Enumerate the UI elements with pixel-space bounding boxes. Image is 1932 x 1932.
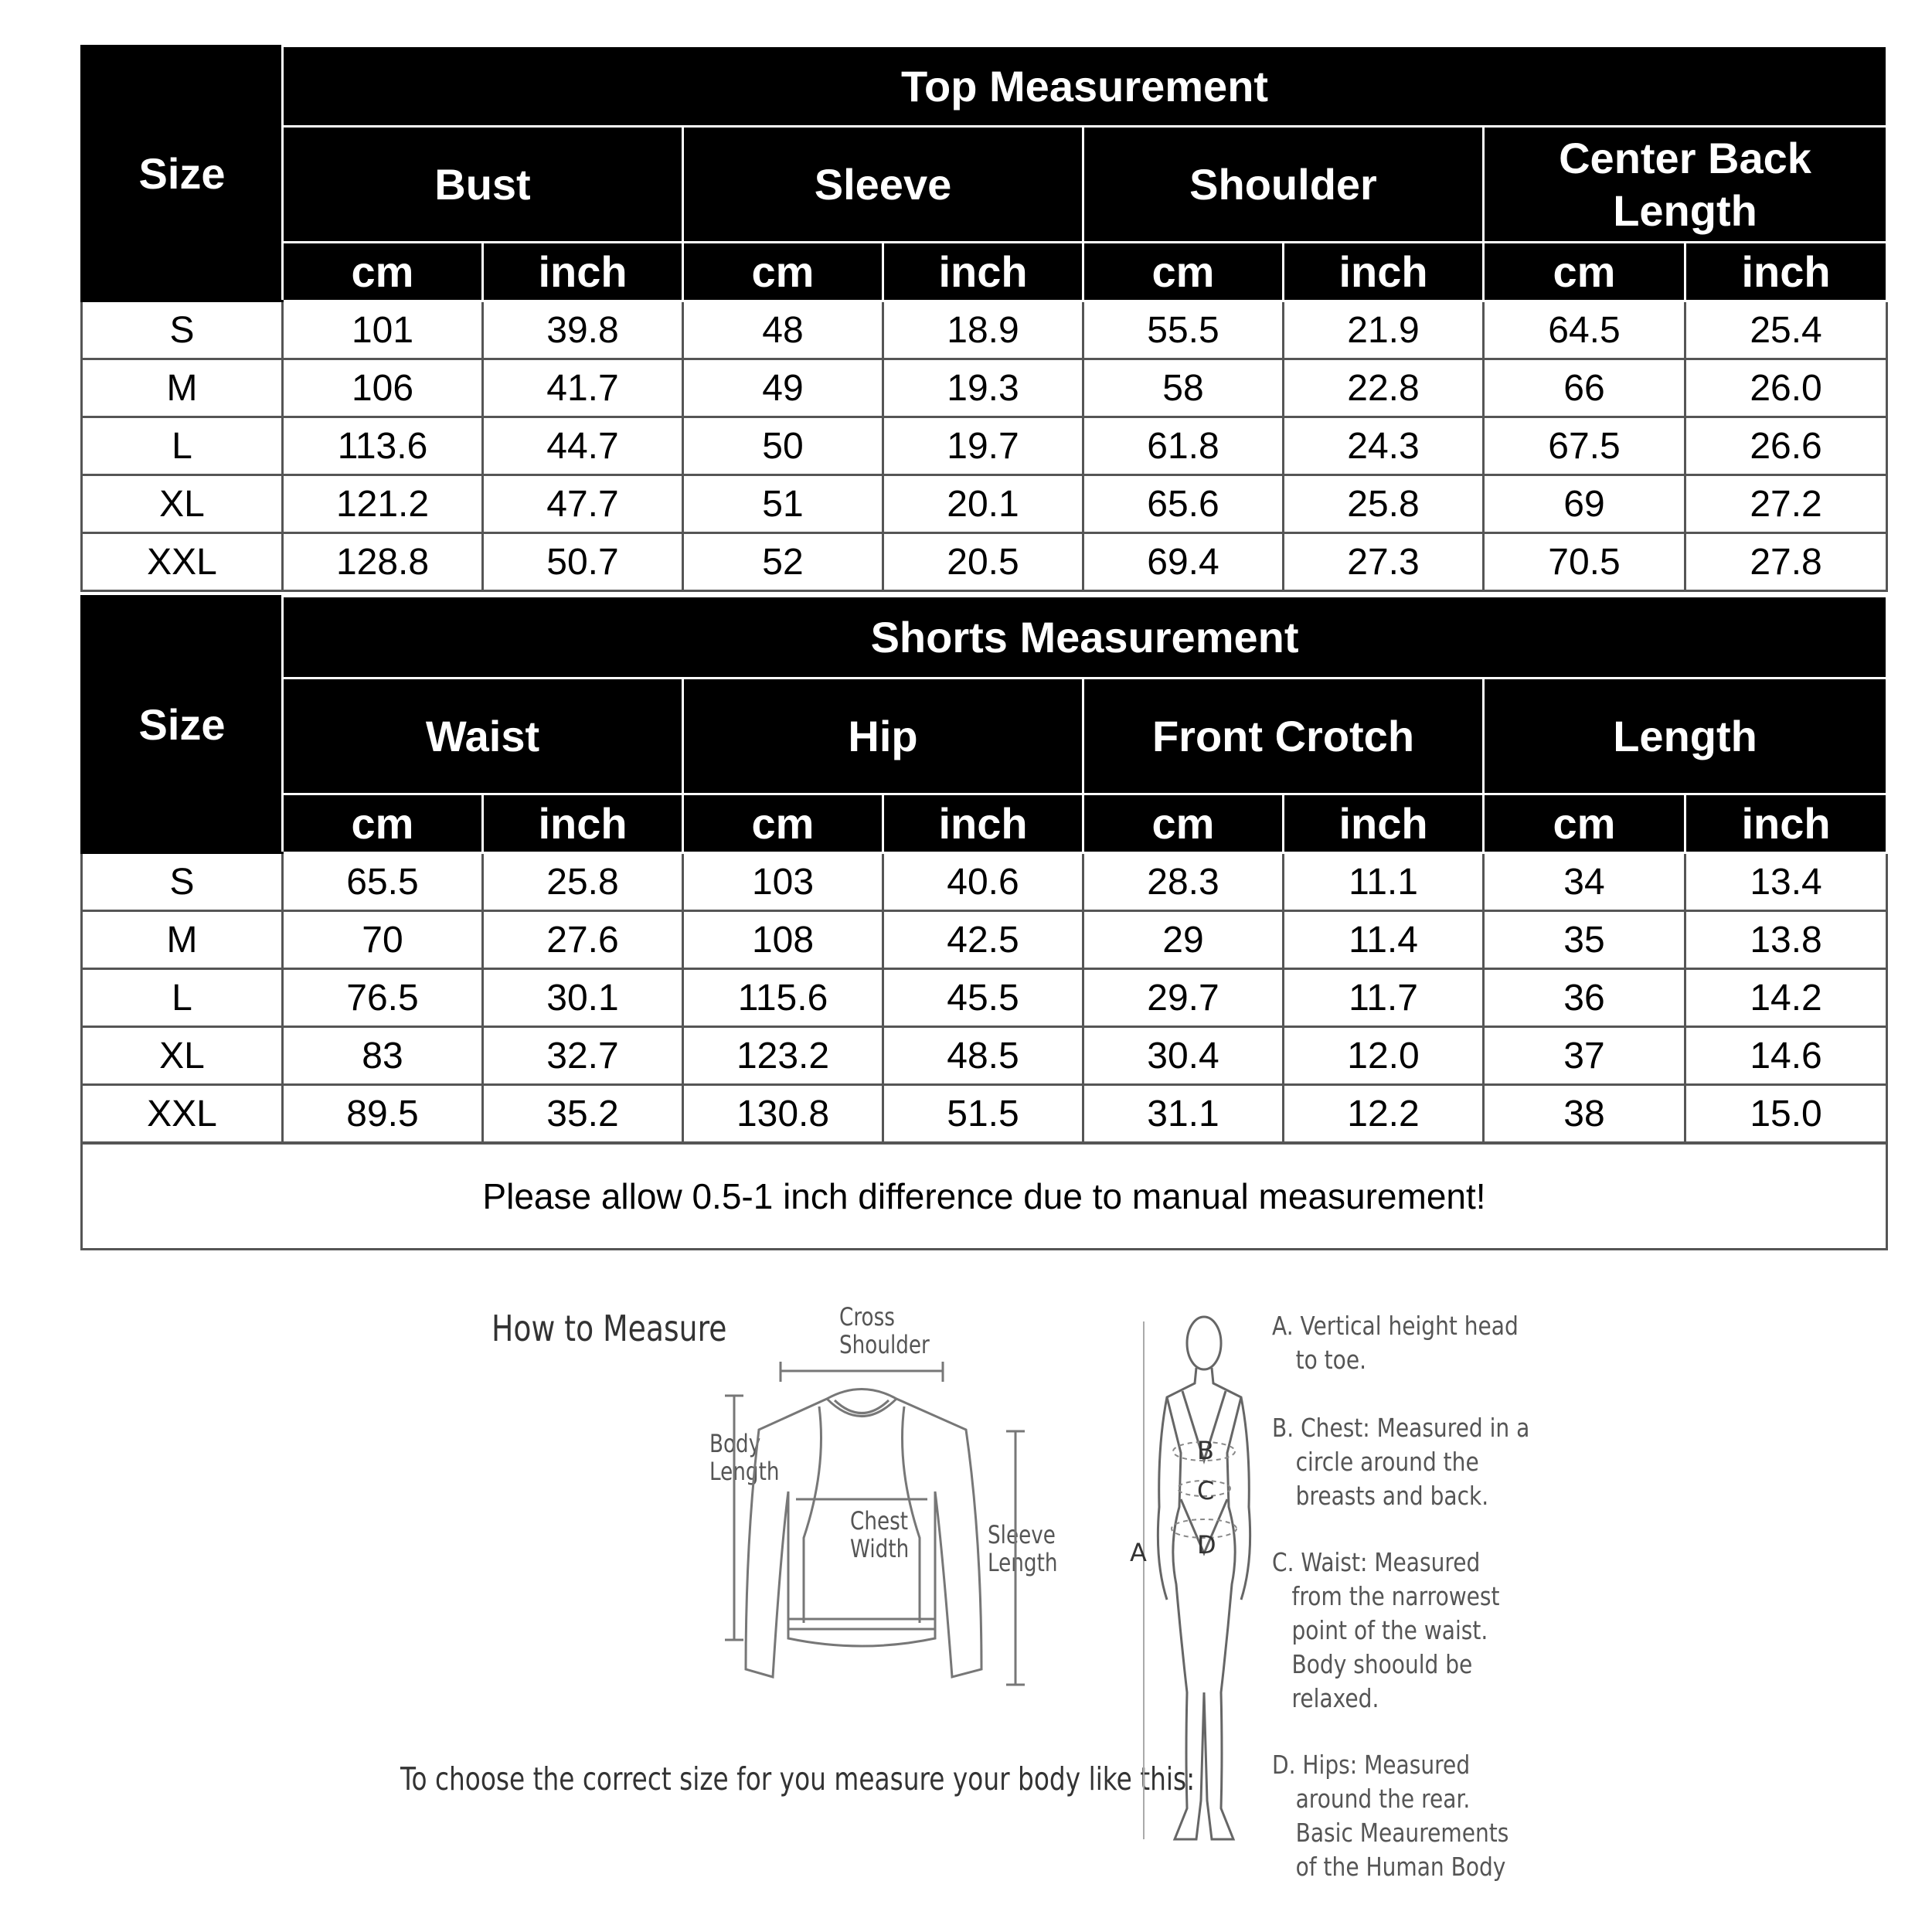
value-cell: 65.6 (1083, 475, 1284, 533)
size-cell: M (82, 359, 283, 417)
value-cell: 101 (283, 301, 483, 359)
value-cell: 14.2 (1685, 969, 1887, 1027)
value-cell: 36 (1484, 969, 1685, 1027)
table-row (82, 911, 1887, 969)
value-cell: 14.6 (1685, 1027, 1887, 1085)
value-cell: 40.6 (883, 853, 1083, 911)
value-cell: 38 (1484, 1085, 1685, 1143)
body-diagram-icon (1136, 1306, 1260, 1862)
body-letter-a: A (1130, 1538, 1147, 1567)
unit-header: cm (283, 794, 483, 853)
size-cell: S (82, 301, 283, 359)
unit-header: inch (883, 794, 1083, 853)
value-cell: 83 (283, 1027, 483, 1085)
group-header: Shoulder (1083, 127, 1484, 243)
value-cell: 52 (683, 533, 883, 591)
unit-header: inch (883, 243, 1083, 301)
value-cell: 113.6 (283, 417, 483, 475)
sleeve-length-label: Sleeve Length (988, 1520, 1058, 1577)
value-cell: 70 (283, 911, 483, 969)
value-cell: 19.7 (883, 417, 1083, 475)
value-cell: 41.7 (483, 359, 683, 417)
value-cell: 51.5 (883, 1085, 1083, 1143)
size-cell: S (82, 853, 283, 911)
value-cell: 49 (683, 359, 883, 417)
value-cell: 128.8 (283, 533, 483, 591)
table-row (82, 359, 1887, 417)
unit-header: cm (1083, 794, 1284, 853)
value-cell: 12.0 (1284, 1027, 1484, 1085)
unit-header: inch (1284, 794, 1484, 853)
value-cell: 30.1 (483, 969, 683, 1027)
legend-c: C. Waist: Measured from the narrowest point of the waist. Body shoould be relaxed. (1272, 1547, 1500, 1713)
unit-header: inch (483, 794, 683, 853)
body-length-label: Body Length (709, 1429, 780, 1486)
sweater-diagram-icon (711, 1345, 1066, 1700)
group-header: Center Back Length (1484, 127, 1887, 243)
top-measurement-table (80, 45, 1888, 592)
value-cell: 27.6 (483, 911, 683, 969)
value-cell: 25.4 (1685, 301, 1887, 359)
value-cell: 29 (1083, 911, 1284, 969)
value-cell: 19.3 (883, 359, 1083, 417)
unit-header: cm (1083, 243, 1284, 301)
value-cell: 61.8 (1083, 417, 1284, 475)
size-cell: XXL (82, 1085, 283, 1143)
value-cell: 12.2 (1284, 1085, 1484, 1143)
value-cell: 20.5 (883, 533, 1083, 591)
group-header: Bust (283, 127, 683, 243)
value-cell: 22.8 (1284, 359, 1484, 417)
value-cell: 21.9 (1284, 301, 1484, 359)
size-header: Size (82, 597, 283, 853)
table-row (82, 417, 1887, 475)
value-cell: 13.4 (1685, 853, 1887, 911)
table-row (82, 301, 1887, 359)
value-cell: 67.5 (1484, 417, 1685, 475)
value-cell: 108 (683, 911, 883, 969)
value-cell: 55.5 (1083, 301, 1284, 359)
value-cell: 76.5 (283, 969, 483, 1027)
value-cell: 50.7 (483, 533, 683, 591)
body-letter-d: D (1197, 1530, 1216, 1560)
value-cell: 35 (1484, 911, 1685, 969)
value-cell: 39.8 (483, 301, 683, 359)
size-cell: M (82, 911, 283, 969)
value-cell: 50 (683, 417, 883, 475)
shorts-measurement-table (80, 595, 1888, 1144)
value-cell: 106 (283, 359, 483, 417)
value-cell: 51 (683, 475, 883, 533)
chest-width-label: Chest Width (850, 1506, 910, 1563)
value-cell: 103 (683, 853, 883, 911)
value-cell: 26.6 (1685, 417, 1887, 475)
unit-header: cm (283, 243, 483, 301)
table-title: Shorts Measurement (283, 597, 1887, 679)
size-cell: XL (82, 475, 283, 533)
cross-shoulder-label: Cross Shoulder (839, 1302, 930, 1359)
unit-header: inch (1685, 243, 1887, 301)
value-cell: 32.7 (483, 1027, 683, 1085)
table-row (82, 969, 1887, 1027)
value-cell: 25.8 (1284, 475, 1484, 533)
value-cell: 15.0 (1685, 1085, 1887, 1143)
value-cell: 130.8 (683, 1085, 883, 1143)
value-cell: 18.9 (883, 301, 1083, 359)
legend-a: A. Vertical height head to toe. (1272, 1311, 1519, 1375)
group-header: Length (1484, 679, 1887, 794)
value-cell: 48 (683, 301, 883, 359)
value-cell: 28.3 (1083, 853, 1284, 911)
value-cell: 64.5 (1484, 301, 1685, 359)
value-cell: 11.7 (1284, 969, 1484, 1027)
value-cell: 69.4 (1083, 533, 1284, 591)
table-title: Top Measurement (283, 46, 1887, 127)
value-cell: 20.1 (883, 475, 1083, 533)
group-header: Hip (683, 679, 1083, 794)
value-cell: 65.5 (283, 853, 483, 911)
value-cell: 24.3 (1284, 417, 1484, 475)
unit-header: cm (683, 243, 883, 301)
size-cell: XXL (82, 533, 283, 591)
value-cell: 115.6 (683, 969, 883, 1027)
table-row (82, 533, 1887, 591)
legend-b: B. Chest: Measured in a circle around the breasts and back. (1272, 1413, 1530, 1511)
value-cell: 69 (1484, 475, 1685, 533)
value-cell: 70.5 (1484, 533, 1685, 591)
value-cell: 123.2 (683, 1027, 883, 1085)
table-row (82, 1085, 1887, 1143)
unit-header: inch (1685, 794, 1887, 853)
value-cell: 30.4 (1083, 1027, 1284, 1085)
value-cell: 31.1 (1083, 1085, 1284, 1143)
value-cell: 13.8 (1685, 911, 1887, 969)
value-cell: 27.3 (1284, 533, 1484, 591)
unit-header: inch (483, 243, 683, 301)
group-header: Front Crotch (1083, 679, 1484, 794)
body-letter-b: B (1197, 1436, 1214, 1465)
value-cell: 44.7 (483, 417, 683, 475)
unit-header: cm (1484, 794, 1685, 853)
value-cell: 26.0 (1685, 359, 1887, 417)
group-header: Waist (283, 679, 683, 794)
size-cell: XL (82, 1027, 283, 1085)
value-cell: 58 (1083, 359, 1284, 417)
group-header: Sleeve (683, 127, 1083, 243)
value-cell: 34 (1484, 853, 1685, 911)
value-cell: 29.7 (1083, 969, 1284, 1027)
value-cell: 45.5 (883, 969, 1083, 1027)
value-cell: 42.5 (883, 911, 1083, 969)
measure-instruction: To choose the correct size for you measure your body like this: (400, 1760, 1196, 1798)
table-row (82, 475, 1887, 533)
table-row (82, 1027, 1887, 1085)
unit-header: cm (683, 794, 883, 853)
size-cell: L (82, 417, 283, 475)
measurement-note: Please allow 0.5-1 inch difference due to manual measurement! (80, 1142, 1888, 1250)
value-cell: 66 (1484, 359, 1685, 417)
unit-header: cm (1484, 243, 1685, 301)
value-cell: 27.2 (1685, 475, 1887, 533)
value-cell: 48.5 (883, 1027, 1083, 1085)
body-letter-c: C (1197, 1476, 1215, 1505)
value-cell: 47.7 (483, 475, 683, 533)
legend-d: D. Hips: Measured around the rear. Basic Meaurements of the Human Body (1272, 1750, 1509, 1882)
how-to-measure-title: How to Measure (492, 1308, 727, 1349)
value-cell: 89.5 (283, 1085, 483, 1143)
unit-header: inch (1284, 243, 1484, 301)
value-cell: 121.2 (283, 475, 483, 533)
value-cell: 35.2 (483, 1085, 683, 1143)
value-cell: 37 (1484, 1027, 1685, 1085)
value-cell: 11.1 (1284, 853, 1484, 911)
value-cell: 27.8 (1685, 533, 1887, 591)
value-cell: 11.4 (1284, 911, 1484, 969)
value-cell: 25.8 (483, 853, 683, 911)
size-cell: L (82, 969, 283, 1027)
size-header: Size (82, 46, 283, 301)
table-row (82, 853, 1887, 911)
